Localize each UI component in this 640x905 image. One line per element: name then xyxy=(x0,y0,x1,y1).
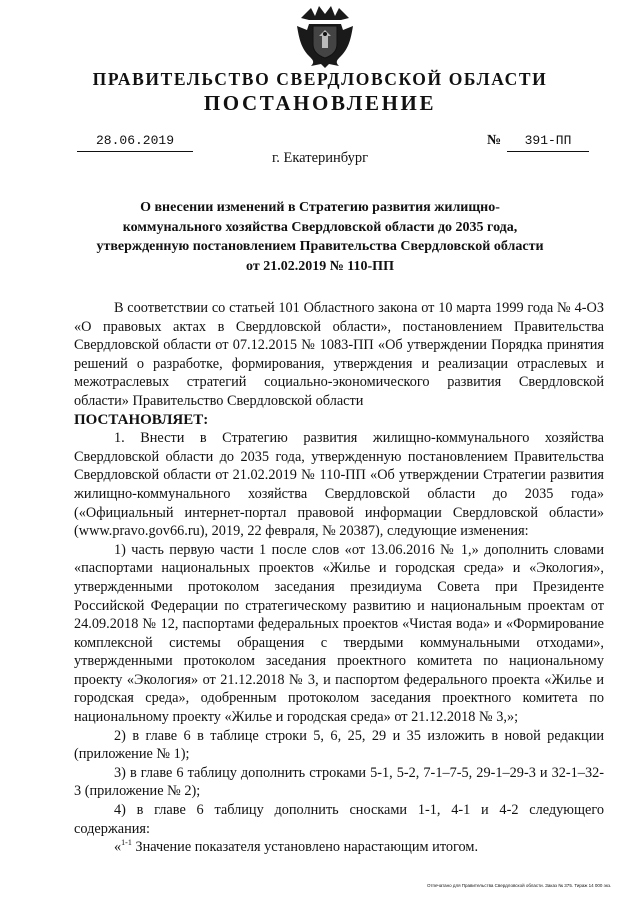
footnote-marker: 1-1 xyxy=(121,838,132,848)
title-line: от 21.02.2019 № 110-ПП xyxy=(246,258,394,274)
document-title xyxy=(70,198,570,276)
footnote-text xyxy=(74,838,604,857)
number-sign: № xyxy=(487,133,502,148)
title-line: О внесении изменений в Стратегию развития жилищно- xyxy=(140,200,500,215)
city-line: г. Екатеринбург xyxy=(271,150,369,166)
title-line: утвержденную постановлением Правительства Свердловской области xyxy=(96,239,544,254)
subitem-3-paragraph: 3) в главе 6 таблицу дополнить строками 5-1, 5-2, 7-1–7-5, 29-1–29-3 и 32-1–32-3 (приложение № 2); xyxy=(74,764,604,800)
item-1-paragraph: 1. Внести в Стратегию развития жилищно-коммунального хозяйства Свердловской области до 2035 года, утвержденную постановлением Правительства Свердловской области от 21.02.2019 № 110-ПП «Об утверждении Стратегии развития жилищно-коммунального хозяйства Свердловской области до 2035 года» («Официальный интернет-портал правовой информации Свердловской области» (www.pravo.gov66.ru), 2019, 22 февраля, № 20387), следующие изменения: xyxy=(74,430,604,540)
document-type: ПОСТАНОВЛЕНИЕ xyxy=(203,91,437,115)
title-line: коммунального хозяйства Свердловской области до 2035 года, xyxy=(122,219,518,235)
document-date: 28.06.2019 xyxy=(95,133,174,148)
subitem-4-paragraph: 4) в главе 6 таблицу дополнить сносками 1-1, 4-1 и 4-2 следующего содержания: xyxy=(74,802,604,837)
coat-of-arms-emblem xyxy=(293,4,357,68)
subitem-2-paragraph: 2) в главе 6 в таблице строки 5, 6, 25, 29 и 35 изложить в новой редакции (приложение № 1); xyxy=(74,727,604,763)
footnote-body: Значение показателя установлено нарастающим итогом. xyxy=(131,839,479,856)
print-note: Отпечатано для Правительства Свердловской области. Заказ № 375. Тираж 14 000 экз. xyxy=(427,883,612,888)
footnote-open-quote: « xyxy=(114,839,122,856)
document-number: 391-ПП xyxy=(524,133,572,148)
organization-name: ПРАВИТЕЛЬСТВО СВЕРДЛОВСКОЙ ОБЛАСТИ xyxy=(92,69,548,89)
decree-word: ПОСТАНОВЛЯЕТ: xyxy=(74,411,209,428)
subitem-1-paragraph: 1) часть первую части 1 после слов «от 13.06.2016 № 1,» дополнить словами «паспортами национальных проектов «Жилье и городская среда» и «Экология», утвержденными протоколом заседания президиума Совета при Президенте Российской Федерации по стратегическому развитию и национальным проектам от 24.09.2018 № 12, паспортами федеральных проектов «Чистая вода» и «Формирование комплексной системы обращения с твердыми коммунальными отходами», утвержденными протоколом заседания проектного комитета по национальному проекту «Экология» от 21.12.2018 № 3, и паспортом федерального проекта «Жилье и городская среда», одобренным протоколом заседания проектного комитета по национальному проекту «Жилье и городская среда» от 21.12.2018 № 3,»; xyxy=(74,541,604,726)
preamble-paragraph: В соответствии со статьей 101 Областного закона от 10 марта 1999 года № 4-ОЗ «О правовых актах в Свердловской области», постановлением Правительства Свердловской области от 07.12.2015 № 1083-ПП «Об утверждении Порядка принятия решений о разработке, формирования, утверждения и реализации отраслевых и межотраслевых стратегий социально-экономического развития Свердловской области» Правительство Свердловской области xyxy=(74,300,604,409)
document-body xyxy=(74,299,604,857)
